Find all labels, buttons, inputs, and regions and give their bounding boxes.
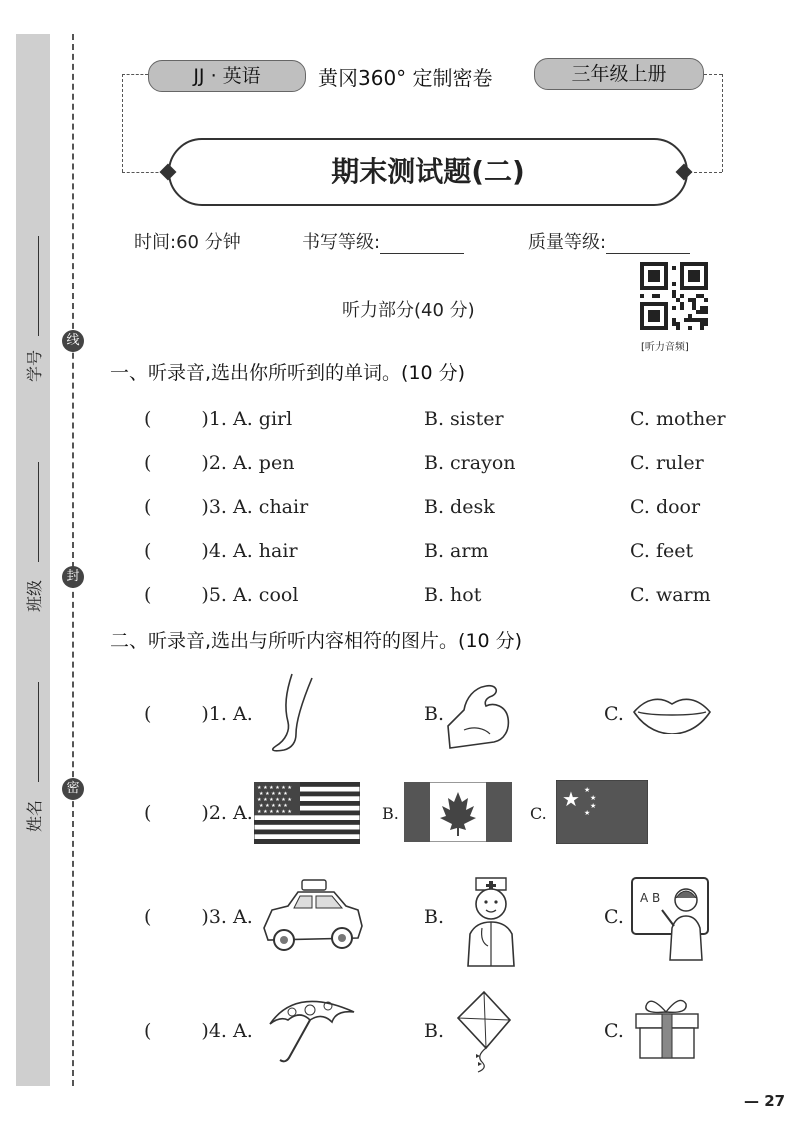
part1-item-4-c: C. feet [630, 540, 694, 562]
seal-mi: 密 [62, 778, 84, 800]
svg-text:★: ★ [590, 794, 597, 802]
part2-item-4: ( )4. A. [144, 1020, 253, 1042]
part1-item-1-c: C. mother [630, 408, 726, 430]
usa-flag-icon [254, 782, 360, 844]
class-line [38, 462, 39, 562]
svg-text:★: ★ [590, 802, 597, 810]
exam-title: 期末测试题(二) [168, 138, 688, 206]
svg-text:★ ★ ★ ★ ★ ★: ★ ★ ★ ★ ★ ★ [257, 809, 292, 815]
arm-icon [444, 680, 518, 752]
part1-item-2-c: C. ruler [630, 452, 704, 474]
canada-flag-icon [404, 782, 512, 842]
lips-icon [632, 694, 712, 734]
taxi-icon [258, 876, 366, 956]
part1-item-4-b: B. arm [424, 540, 489, 562]
header-dash-left-top [122, 74, 148, 75]
part1-item-1-b: B. sister [424, 408, 504, 430]
part2-item-2: ( )2. A. [144, 802, 253, 824]
part1-item-3-c: C. door [630, 496, 701, 518]
page-number: — 27 [744, 1092, 786, 1110]
writing-grade-blank[interactable] [380, 235, 464, 254]
gift-icon [630, 992, 702, 1062]
header-dash-right-top [704, 74, 722, 75]
part2-item-4-c: C. [604, 1020, 624, 1042]
svg-text:★ ★ ★ ★ ★: ★ ★ ★ ★ ★ [259, 791, 288, 797]
quality-grade-blank[interactable] [606, 235, 690, 254]
svg-text:★ ★ ★ ★ ★ ★: ★ ★ ★ ★ ★ ★ [257, 797, 292, 803]
seal-xian: 线 [62, 330, 84, 352]
svg-text:A B: A B [640, 891, 661, 905]
part1-item-2-b: B. crayon [424, 452, 516, 474]
umbrella-icon [266, 992, 358, 1070]
quality-grade-label: 质量等级: [528, 228, 690, 254]
part2-item-2-c: C. [530, 804, 547, 823]
part2-item-3: ( )3. A. [144, 906, 253, 928]
kite-icon [452, 990, 514, 1074]
part1-item-2: ( )2. A. pen [144, 452, 295, 474]
subject-pill: JJ · 英语 [148, 60, 306, 92]
part1-item-4: ( )4. A. hair [144, 540, 298, 562]
part2-item-2-b: B. [382, 804, 399, 823]
header-dash-right [722, 74, 723, 172]
part1-item-3-b: B. desk [424, 496, 495, 518]
qr-code-icon[interactable] [640, 262, 708, 330]
part2-item-3-b: B. [424, 906, 445, 928]
grade-pill: 三年级上册 [534, 58, 704, 90]
nurse-icon [460, 872, 522, 968]
binding-dashed-line [72, 34, 74, 1086]
svg-text:★ ★ ★ ★ ★: ★ ★ ★ ★ ★ [259, 803, 288, 809]
binding-strip [16, 34, 50, 1086]
part1-item-5: ( )5. A. cool [144, 584, 299, 606]
part1-heading: 一、听录音,选出你所听到的单词。(10 分) [110, 362, 466, 384]
name-label: 姓名 [25, 799, 44, 832]
part2-item-1: ( )1. A. [144, 703, 253, 725]
part2-item-1-b: B. [424, 703, 445, 725]
svg-text:★: ★ [562, 787, 580, 811]
part2-item-4-b: B. [424, 1020, 445, 1042]
svg-text:★ ★ ★ ★ ★ ★: ★ ★ ★ ★ ★ ★ [257, 785, 292, 791]
part2-item-1-c: C. [604, 703, 624, 725]
student-id-label: 学号 [25, 349, 44, 382]
part1-item-5-b: B. hot [424, 584, 482, 606]
leg-icon [262, 672, 324, 754]
part1-item-5-c: C. warm [630, 584, 711, 606]
part1-item-3: ( )3. A. chair [144, 496, 309, 518]
listening-header: 听力部分(40 分) [342, 300, 475, 321]
part2-item-3-c: C. [604, 906, 624, 928]
class-label: 班级 [25, 579, 44, 612]
teacher-icon [630, 876, 710, 962]
header-series: 黄冈360° 定制密卷 [318, 66, 493, 90]
svg-text:★: ★ [584, 809, 591, 817]
header-dash-left [122, 74, 123, 172]
time-info: 时间:60 分钟 [134, 232, 241, 253]
svg-text:★: ★ [584, 786, 591, 794]
part1-item-1: ( )1. A. girl [144, 408, 293, 430]
writing-grade-label: 书写等级: [302, 228, 464, 254]
name-line [38, 682, 39, 782]
qr-label: [听力音频] [641, 342, 689, 353]
student-id-line [38, 236, 39, 336]
china-flag-icon [556, 780, 648, 844]
seal-feng: 封 [62, 566, 84, 588]
part2-heading: 二、听录音,选出与所听内容相符的图片。(10 分) [110, 630, 523, 652]
